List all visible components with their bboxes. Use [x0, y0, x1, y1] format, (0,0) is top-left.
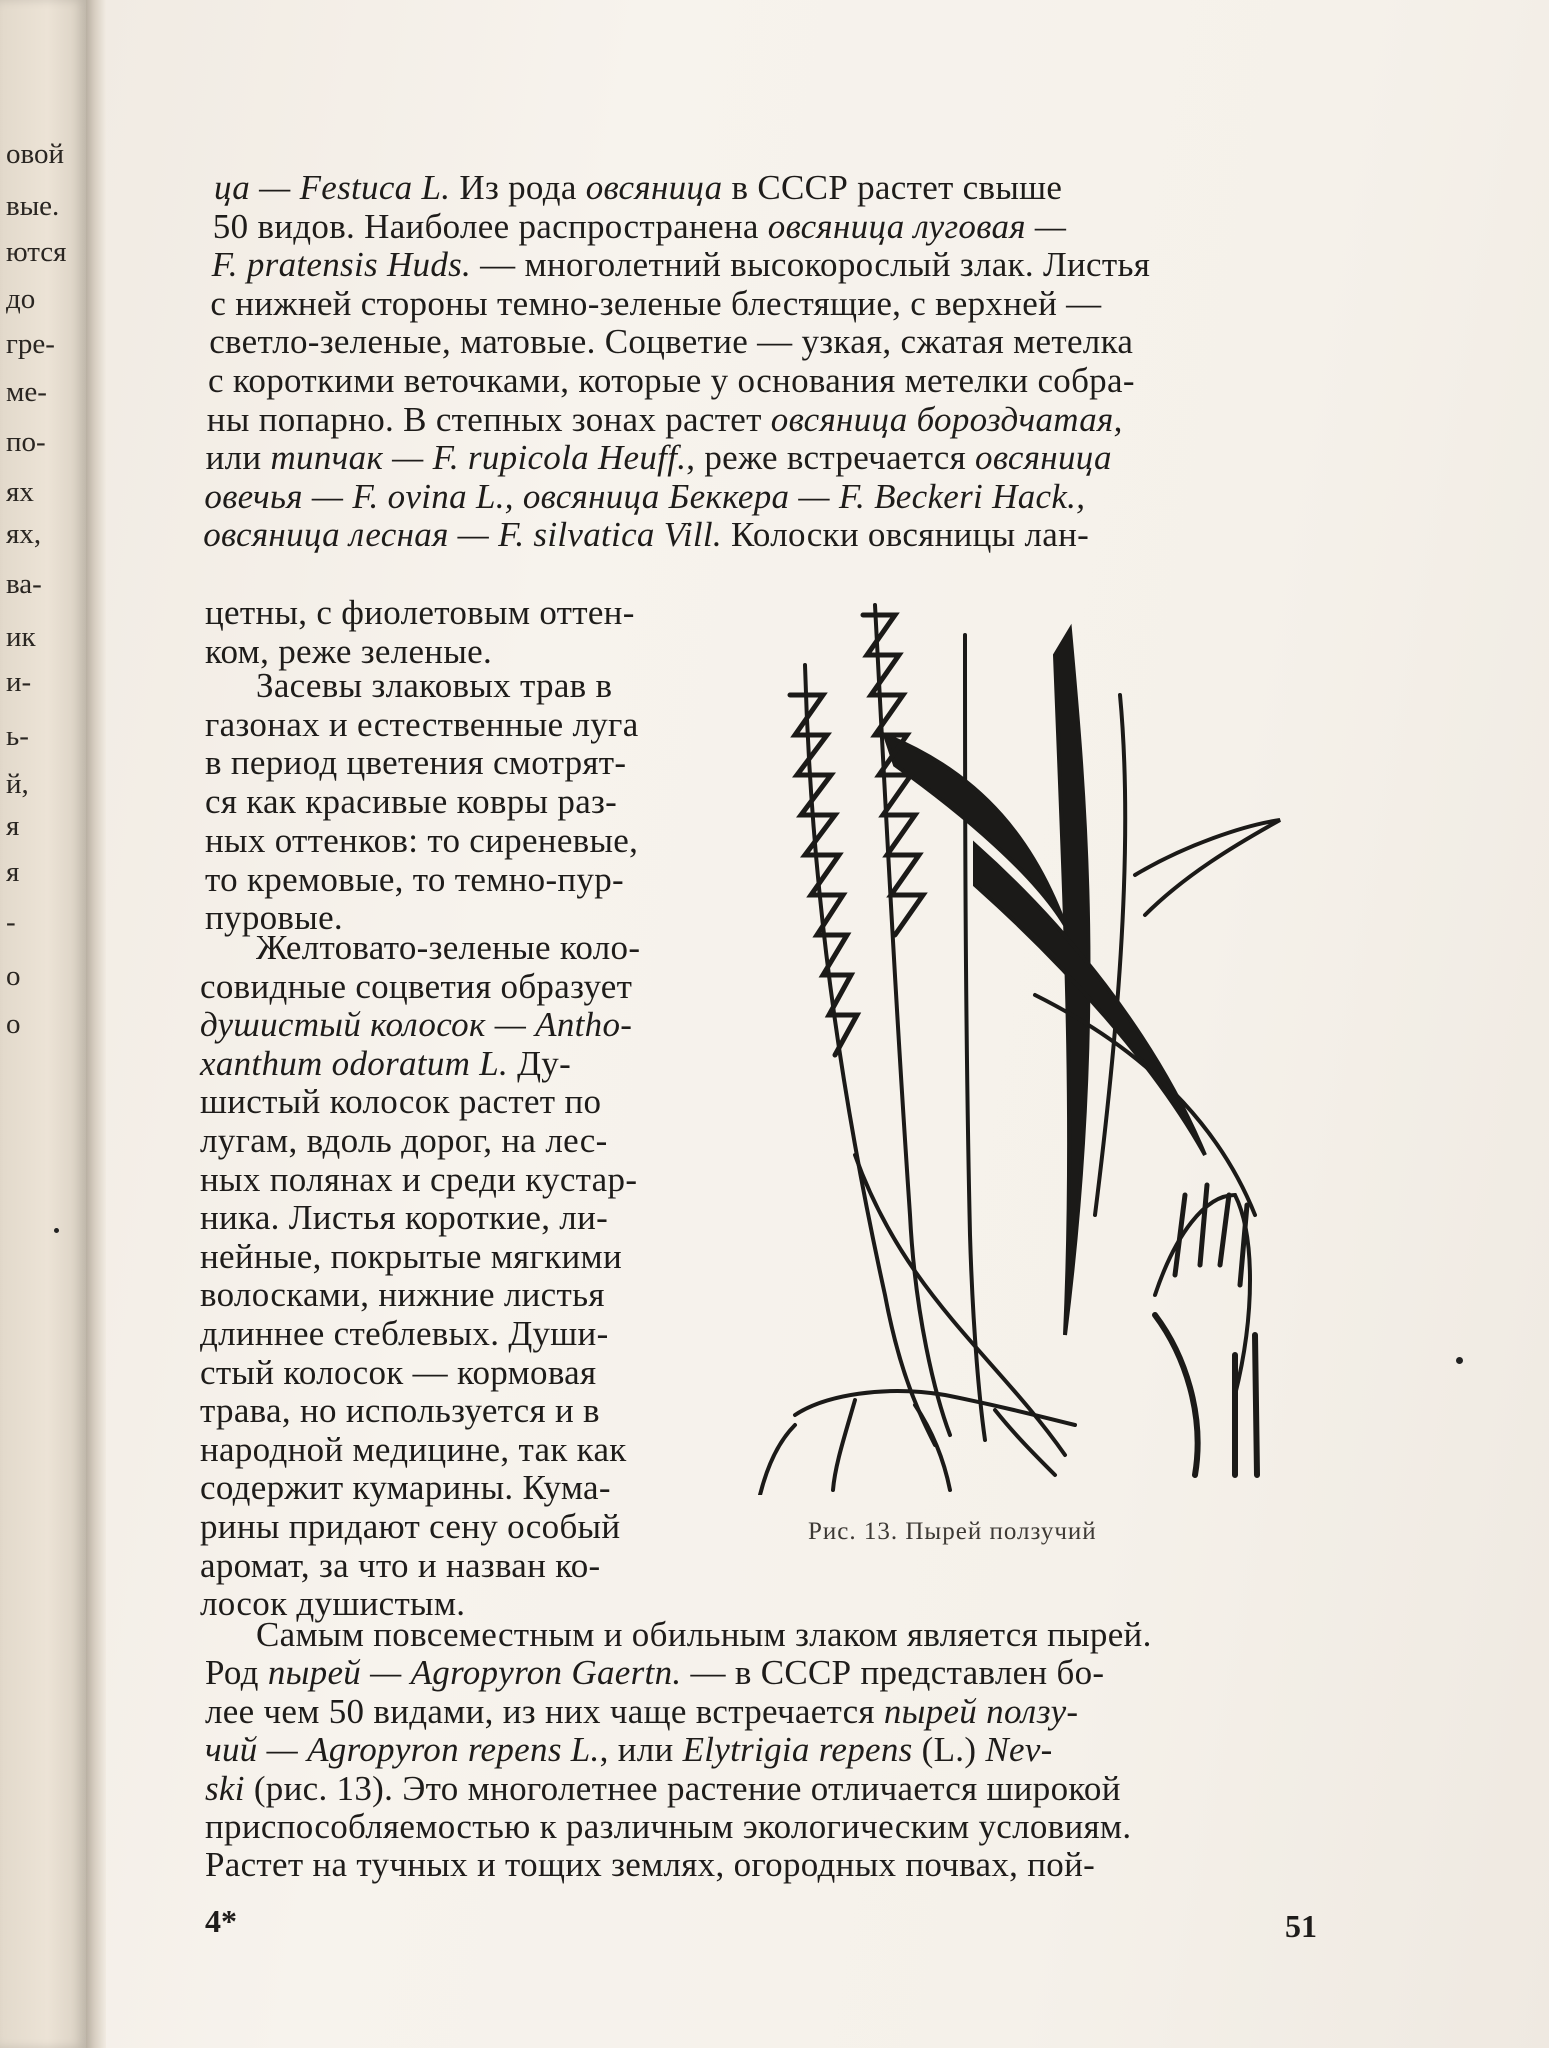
- speck: [54, 1228, 59, 1233]
- text-line: [200, 1391, 600, 1431]
- left-page-text-fragment: ва-: [6, 568, 42, 600]
- text-line: [200, 1236, 623, 1276]
- text-line: [200, 1275, 605, 1315]
- text-run: ком, реже зеленые.: [205, 632, 493, 671]
- text-run: содержит кумарины. Кума-: [200, 1468, 611, 1508]
- text-run: лее чем 50 видами, из них чаще встречается: [205, 1691, 884, 1731]
- left-page-edge: [0, 0, 86, 2048]
- text-line: [200, 1545, 601, 1585]
- text-run: светло-зеленые, матовые. Соцветие — узкая, сжатая метелка: [209, 322, 1134, 362]
- text-run: в СССР растет свыше: [722, 168, 1063, 207]
- left-page-text-fragment: вые.: [6, 190, 60, 222]
- text-run: (рис. 13). Это многолетнее растение отличается широкой: [244, 1768, 1121, 1808]
- text-line: [200, 1005, 633, 1045]
- text-line: [256, 930, 640, 965]
- text-run: xanthum odoratum L.: [200, 1043, 509, 1083]
- book-spine: [86, 0, 106, 2048]
- text-line: [200, 1509, 620, 1544]
- text-run: (L.): [912, 1730, 986, 1770]
- text-line: [205, 1809, 1131, 1844]
- text-run: газонах и естественные луга: [205, 704, 639, 744]
- text-run: , реже встречается: [686, 438, 976, 478]
- text-line: [208, 363, 1135, 398]
- text-line: [205, 1845, 1096, 1885]
- text-line: [205, 820, 639, 860]
- text-run: ся как красивые ковры раз-: [205, 782, 618, 822]
- text-run: лугам, вдоль дорог, на лес-: [200, 1121, 608, 1160]
- text-line: [205, 1653, 1105, 1693]
- text-line: [200, 1198, 609, 1238]
- text-run: ski: [205, 1768, 245, 1808]
- text-run: цетны, с фиолетовым оттен-: [205, 593, 635, 632]
- text-line: [210, 283, 1102, 323]
- left-page-text-fragment: и-: [6, 666, 32, 698]
- text-run: Ду-: [508, 1043, 572, 1083]
- text-line: [200, 966, 633, 1006]
- text-run: волосками, нижние листья: [200, 1275, 605, 1315]
- speck: [1456, 1357, 1463, 1364]
- text-run: трава, но используется и в: [200, 1391, 600, 1431]
- left-page-text-fragment: -: [6, 906, 16, 938]
- text-run: чий — Agropyron repens L.: [205, 1730, 600, 1770]
- text-run: Самым повсеместным и обильным злаком является пырей.: [256, 1615, 1152, 1654]
- text-run: ца —: [214, 168, 300, 207]
- text-line: [256, 1617, 1152, 1652]
- text-run: шистый колосок растет по: [200, 1082, 602, 1122]
- text-run: овсяница бороздчатая,: [770, 399, 1123, 439]
- left-page-text-fragment: ик: [6, 621, 36, 653]
- text-line: [205, 438, 1112, 478]
- text-run: Растет на тучных и тощих землях, огородных почвах, пой-: [205, 1845, 1096, 1885]
- text-run: лосок душистым.: [200, 1584, 466, 1624]
- text-run: длиннее стеблевых. Души-: [200, 1314, 609, 1353]
- text-line: [209, 322, 1134, 362]
- text-run: овсяница лесная — F. silvatica Vill.: [203, 515, 722, 555]
- text-run: — в СССР представлен бо-: [681, 1653, 1105, 1693]
- left-page-text-fragment: й,: [6, 768, 29, 800]
- text-line: [200, 1352, 597, 1392]
- text-run: пырей — Agropyron Gaertn.: [267, 1653, 682, 1693]
- left-page-text-fragment: я: [6, 856, 20, 888]
- left-page-text-fragment: я: [6, 810, 20, 842]
- text-run: ных полянах и среди кустар-: [200, 1159, 638, 1199]
- text-line: [204, 476, 1086, 516]
- text-line: [203, 515, 1090, 555]
- text-run: ны попарно. В степных зонах растет: [206, 399, 771, 439]
- left-page-text-fragment: ь-: [6, 720, 29, 752]
- text-line: [205, 1730, 1053, 1770]
- text-run: типчак — F. rupicola Heuff.: [270, 438, 687, 478]
- text-run: Elytrigia repens: [682, 1730, 913, 1770]
- text-line: [200, 1468, 611, 1508]
- text-line: [200, 1159, 638, 1199]
- text-line: [205, 1691, 1079, 1731]
- text-run: то кремовые, то темно-пур-: [205, 859, 624, 899]
- text-run: Засевы злаковых трав в: [256, 666, 613, 705]
- text-run: Род: [205, 1653, 268, 1693]
- text-line: [205, 595, 635, 630]
- page-number: 51: [1285, 1908, 1317, 1944]
- text-run: пырей ползу-: [883, 1691, 1079, 1731]
- text-line: [206, 399, 1123, 439]
- text-run: душистый колосок — Antho-: [200, 1005, 633, 1045]
- text-run: Из рода: [450, 168, 586, 207]
- text-line: [205, 743, 627, 783]
- left-page-text-fragment: ме-: [6, 376, 47, 408]
- text-run: овсяница: [585, 168, 723, 207]
- left-page-text-fragment: овой: [6, 138, 65, 170]
- text-run: , или: [599, 1730, 683, 1770]
- text-line: [205, 782, 618, 822]
- text-run: F. pratensis Huds.: [211, 245, 472, 285]
- text-line: [205, 704, 639, 744]
- text-line: [212, 206, 1067, 246]
- text-run: аромат, за что и назван ко-: [200, 1545, 601, 1585]
- text-run: приспособляемостью к различным экологическим условиям.: [205, 1807, 1132, 1846]
- left-page-text-fragment: ются: [6, 236, 67, 268]
- text-run: в период цветения смотрят-: [205, 743, 627, 783]
- text-line: [211, 245, 1151, 285]
- left-page-text-fragment: до: [6, 283, 36, 315]
- text-line: [205, 634, 492, 669]
- text-line: [214, 170, 1062, 205]
- text-run: пуровые.: [205, 898, 343, 938]
- figure-13-illustration: [735, 595, 1295, 1495]
- text-run: совидные соцветия образует: [200, 966, 633, 1006]
- text-run: Nev-: [985, 1730, 1053, 1770]
- text-run: овсяница: [975, 438, 1112, 478]
- text-line: [200, 1429, 627, 1469]
- text-run: ника. Листья короткие, ли-: [200, 1198, 609, 1238]
- text-line: [205, 859, 624, 899]
- left-page-text-fragment: о: [6, 960, 21, 992]
- text-line: [200, 1082, 602, 1122]
- left-page-text-fragment: по-: [6, 426, 46, 458]
- text-run: ных оттенков: то сиреневые,: [205, 820, 639, 860]
- text-line: [256, 668, 612, 703]
- text-line: [200, 1316, 609, 1351]
- left-page-text-fragment: ях: [6, 476, 34, 508]
- text-run: овсяница луговая —: [767, 206, 1067, 246]
- text-run: стый колосок — кормовая: [200, 1352, 597, 1392]
- text-run: 50 видов. Наиболее распространена: [212, 206, 768, 246]
- text-run: овечья — F. ovina L., овсяница Беккера — F. Beckeri Hack.,: [204, 476, 1086, 516]
- text-run: народной медицине, так как: [200, 1429, 627, 1469]
- text-run: рины придают сену особый: [200, 1507, 621, 1546]
- text-run: с нижней стороны темно-зеленые блестящие, с верхней —: [210, 283, 1102, 323]
- text-line: [200, 1123, 608, 1158]
- left-page-text-fragment: гре-: [6, 328, 55, 360]
- text-run: с короткими веточками, которые у основания метелки собра-: [208, 361, 1135, 400]
- text-run: Желтовато-зеленые коло-: [256, 928, 641, 967]
- text-run: — многолетний высокорослый злак. Листья: [471, 245, 1151, 285]
- text-line: [205, 1768, 1121, 1808]
- text-run: Колоски овсяницы лан-: [721, 515, 1090, 555]
- text-run: Festuca L.: [299, 168, 451, 207]
- text-run: нейные, покрытые мягкими: [200, 1236, 623, 1276]
- text-run: или: [205, 438, 271, 478]
- figure-caption: Рис. 13. Пырей ползучий: [808, 1518, 1097, 1545]
- text-line: [200, 1043, 572, 1083]
- left-page-text-fragment: о: [6, 1008, 21, 1040]
- left-page-text-fragment: ях,: [6, 518, 42, 550]
- signature-mark: 4*: [205, 1903, 237, 1939]
